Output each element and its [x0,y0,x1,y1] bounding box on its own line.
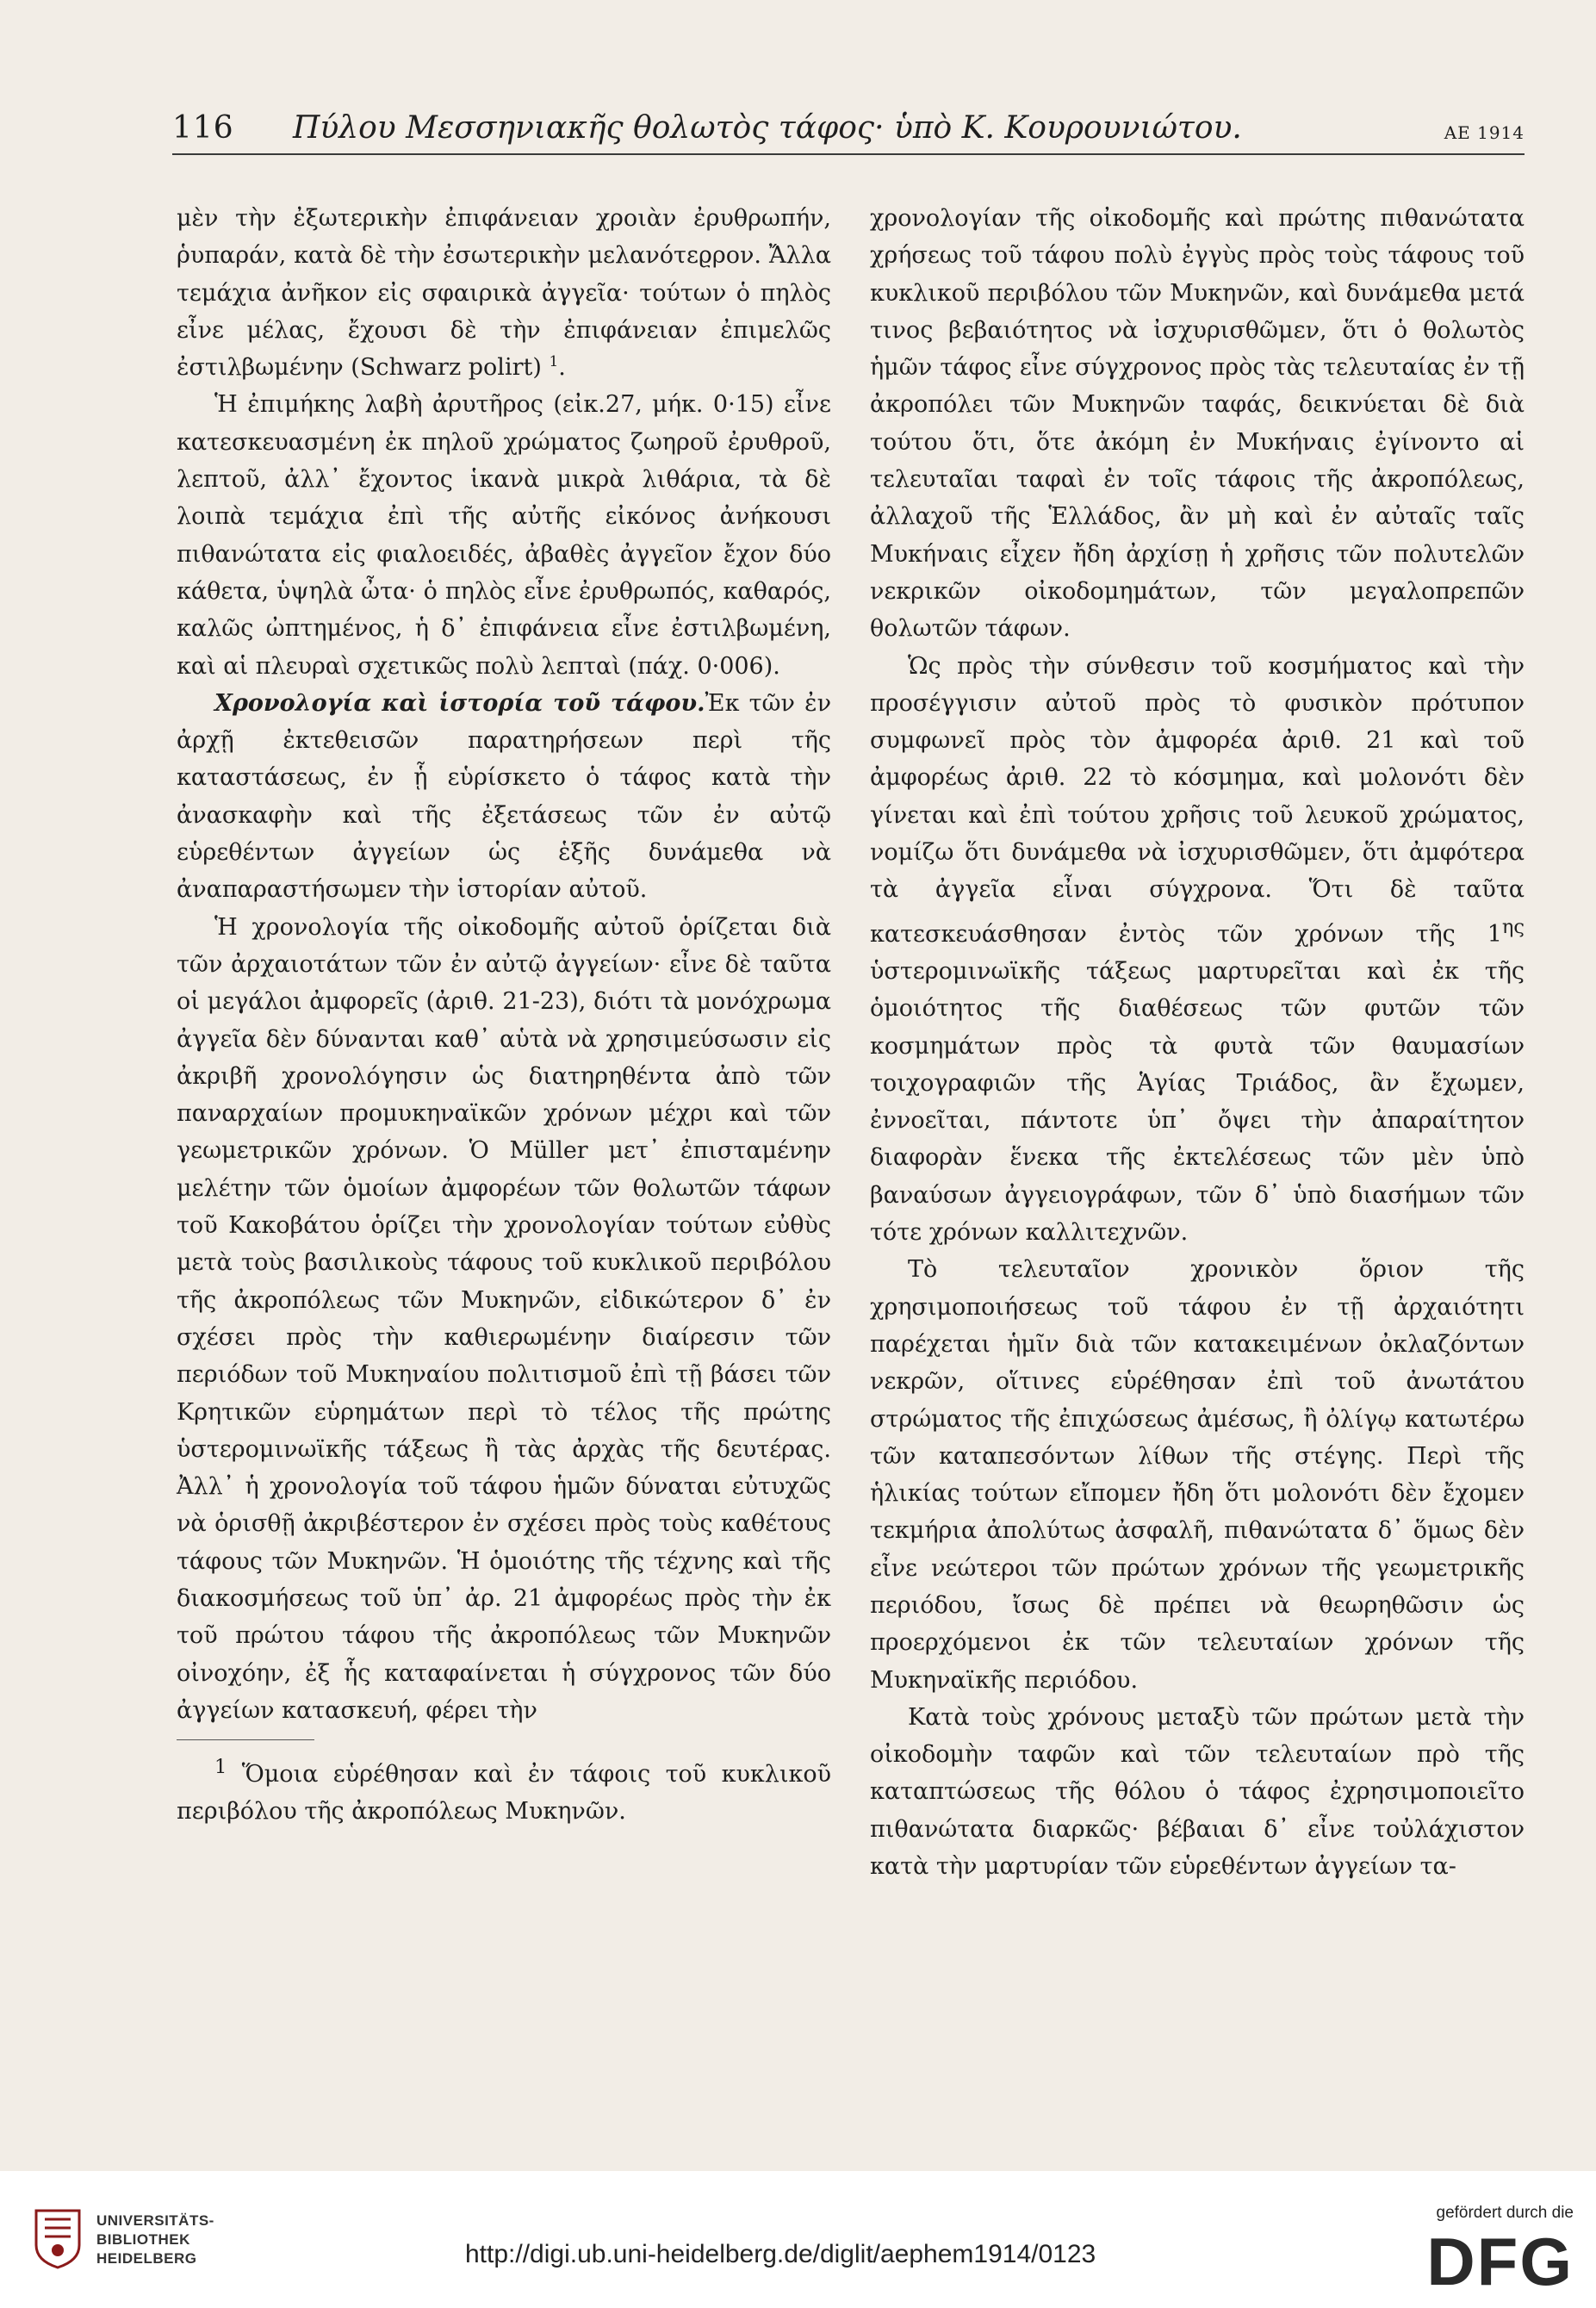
paragraph: χρονολογίαν τῆς οἰκοδομῆς καὶ πρώτης πιθανώτατα χρήσεως τοῦ τάφου πολὺ ἐγγὺς πρὸς τοὺς τάφους τοῦ κυκλικοῦ περιβόλου τῶν Μυκηνῶν, καὶ δυνάμεθα μετά τινος βεβαιότητος νὰ ἰσχυρισθῶμεν, ὅτι ὁ θολωτὸς ἡμῶν τάφος εἶνε σύγχρονος πρὸς τὰς τελευταίας ἐν τῇ ἀκροπόλει τῶν Μυκηνῶν ταφάς, δεικνύεται δὲ διὰ τούτου ὅτι, ὅτε ἀκόμη ἐν Μυκήναις ἐγίνοντο αἱ τελευταῖαι ταφαὶ ἐν τοῖς τάφοις τῆς ἀκροπόλεως, ἀλλαχοῦ τῆς Ἑλλάδος, ἂν μὴ καὶ ἐν αὐταῖς ταῖς Μυκήναις εἶχεν ἤδη ἀρχίσῃ ἡ χρῆσις τῶν πολυτελῶν νεκρικῶν οἰκοδομημάτων, τῶν μεγαλοπρεπῶν θολωτῶν τάφων. [870,205,1525,643]
journal-tag: ΑΕ 1914 [1444,122,1525,143]
paragraph [870,648,1525,1252]
library-logo [31,2200,238,2286]
library-name-line: HEIDELBERG [96,2250,197,2267]
paragraph: Τὸ τελευταῖον χρονικὸν ὅριον τῆς χρησιμοποιήσεως τοῦ τάφου ἐν τῇ ἀρχαιότητι παρέχεται ἡμῖν διὰ τῶν κατακειμένων ὀκλαζόντων νεκρῶν, οἵτινες εὑρέθησαν ἐπὶ τοῦ ἀνωτάτου στρώματος τῆς ἐπιχώσεως ἀμέσως, ἢ ὀλίγῳ κατωτέρω τῶν καταπεσόντων λίθων τῆς στέγης. Περὶ τῆς ἡλικίας τούτων εἴπομεν ἤδη ὅτι μολονότι δὲν ἔχομεν τεκμήρια ἀπολύτως ἀσφαλῆ, πιθανώτατα δ᾽ ὅμως δὲν εἶνε νεώτεροι τῶν πρώτων χρόνων τῆς γεωμετρικῆς περιόδου, ἴσως δὲ πρέπει νὰ θεωρηθῶσιν ὡς προερχόμενοι ἐκ τῶν τελευταίων χρόνων τῆς Μυκηναϊκῆς περιόδου. [870,1256,1525,1694]
section-heading: Χρονολογία καὶ ἱστορία τοῦ τάφου. [214,689,705,717]
running-title: Πύλου Μεσσηνιακῆς θολωτὸς τάφος· ὑπὸ Κ. Κουρουνιώτου. [293,110,1242,146]
paragraph-text: Ὡς πρὸς τὴν σύνθεσιν τοῦ κοσμήματος καὶ τὴν προσέγγισιν αὐτοῦ πρὸς τὸ φυσικὸν πρότυπον συμφωνεῖ πρὸς τὸν ἀμφορέα ἀριθ. 21 καὶ τοῦ ἀμφορέως ἀριθ. 22 τὸ κόσμημα, καὶ μολονότι δὲν γίνεται καὶ ἐπὶ τούτου χρῆσις τοῦ λευκοῦ χρώματος, νομίζω ὅτι δυνάμεθα νὰ ἰσχυρισθῶμεν, ὅτι ἀμφότερα τὰ ἀγγεῖα εἶναι σύγχρονα. Ὅτι δὲ ταῦτα κατεσκευάσθησαν ἐντὸς τῶν χρόνων τῆς 1 [870,652,1525,948]
header-rule [172,153,1525,155]
paragraph [177,685,831,909]
digitization-footer [0,2171,1596,2308]
ordinal-suffix: ης [1501,915,1525,938]
paragraph: Ἡ ἐπιμήκης λαβὴ ἀρυτῆρος (εἰκ.27, μήκ. 0·15) εἶνε κατεσκευασμένη ἐκ πηλοῦ χρώματος ζωηροῦ ἐρυθροῦ, λεπτοῦ, ἀλλ᾽ ἔχοντος ἱκανὰ μικρὰ λιθάρια, τὰ δὲ λοιπὰ τεμάχια ἐπὶ τῆς αὐτῆς εἰκόνος ἀνήκουσι πιθανώτατα εἰς φιαλοειδές, ἀβαθὲς ἀγγεῖον ἔχον δύο κάθετα, ὑψηλὰ ὦτα· ὁ πηλὸς εἶνε ἐρυθρωπός, καθαρός, καλῶς ὠπτημένος, ἡ δ᾽ ἐπιφάνεια εἶνε ἐστιλβωμένη, καὶ αἱ πλευραὶ σχετικῶς πολὺ λεπταὶ (πάχ. 0·006). [177,391,831,680]
funding-note: gefördert durch die [1436,2204,1574,2222]
page-header [172,110,1525,153]
library-name-line: BIBLIOTHEK [96,2231,190,2248]
paragraph-text: μὲν τὴν ἐξωτερικὴν ἐπιφάνειαν χροιὰν ἐρυθρωπήν, ῥυπαράν, κατὰ δὲ τὴν ἐσωτερικὴν μελανότεϱρον. Ἄλλα τεμάχια ἀνῆκον εἰς σφαιρικὰ ἀγγεῖα· τούτων ὁ πηλὸς εἶνε μέλας, ἔχουσι δὲ τὴν ἐπιφάνειαν ἐπιμελῶς ἐστιλβωμένην (Schwarz polirt) [177,205,831,382]
footnote-mark: 1 [214,1756,227,1779]
footnote-rule [177,1739,314,1740]
library-emblem-icon [31,2207,84,2269]
paragraph: Ἡ χρονολογία τῆς οἰκοδομῆς αὐτοῦ ὁρίζεται διὰ τῶν ἀρχαιοτάτων τῶν ἐν αὐτῷ ἀγγείων· εἶνε δὲ ταῦτα οἱ μεγάλοι ἀμφορεῖς (ἀριθ. 21-23), διότι τὰ μονόχρωμα ἀγγεῖα δὲν δύνανται καθ᾽ αὑτὰ νὰ χρησιμεύσωσιν εἰς ἀκριβῆ χρονολόγησιν ὡς διατηρηθέντα ἀπὸ τῶν παναρχαίων προμυκηναϊκῶν χρόνων μέχρι καὶ τῶν γεωμετρικῶν χρόνων. Ὁ Müller μετ᾽ ἐπισταμένην μελέτην τῶν ὁμοίων ἀμφορέων τῶν θολωτῶν τάφων τοῦ Κακοβάτου ὁρίζει τὴν χρονολογίαν τούτων εὐθὺς μετὰ τοὺς βασιλικοὺς τάφους τοῦ κυκλικοῦ περιβόλου τῆς ἀκροπόλεως τῶν Μυκηνῶν, εἰδικώτερον δ᾽ ἐν σχέσει πρὸς τὴν καθιερωμένην διαίρεσιν τῶν περιόδων τοῦ Μυκηναίου πολιτισμοῦ ἐπὶ τῇ βάσει τῶν Κρητικῶν εὑρημάτων περὶ τὸ τέλος τῆς πρώτης ὑστερομινωϊκῆς τάξεως ἢ τὰς ἀρχὰς τῆς δευτέρας. Ἀλλ᾽ ἡ χρονολογία τοῦ τάφου ἡμῶν δύναται εὐτυχῶς νὰ ὁρισθῇ ἀκριβέστερον ἐν σχέσει πρὸς τοὺς καθέτους τάφους τῶν Μυκηνῶν. Ἡ ὁμοιότης τῆς τέχνης καὶ τῆς διακοσμήσεως τοῦ ὑπ᾽ ἀρ. 21 ἀμφορέως πρὸς τὴν ἐκ τοῦ πρώτου τάφου τῆς ἀκροπόλεως τῶν Μυκηνῶν οἰνοχόην, ἐξ ἧς καταφαίνεται ἡ σύγχρονος τῶν δύο ἀγγείων κατασκευή, φέρει τὴν [177,913,831,1724]
library-name-line: UNIVERSITÄTS- [96,2212,214,2229]
footnote-reference: 1 [549,353,559,371]
right-column [870,200,1525,1885]
left-column [177,200,831,1831]
paragraph-text: Ἐκ τῶν ἐν ἀρχῇ ἐκτεθεισῶν παρατηρήσεων περὶ τῆς καταστάσεως, ἐν ᾗ εὑρίσκετο ὁ τάφος κατὰ τὴν ἀνασκαφὴν καὶ τῆς ἐξετάσεως τῶν ἐν αὐτῷ εὑρεθέντων ἀγγείων ὡς ἑξῆς δυνάμεθα νὰ ἀναπαραστήσωμεν τὴν ἱστορίαν αὐτοῦ. [177,689,831,904]
dfg-logo: DFG [1426,2224,1574,2299]
page-number: 116 [172,110,234,146]
source-url-link[interactable]: http://digi.ub.uni-heidelberg.de/diglit/aephem1914/0123 [465,2240,1096,2268]
paragraph-text: ὑστερομινωϊκῆς τάξεως μαρτυρεῖται καὶ ἐκ τῆς ὁμοιότητος τῆς διαθέσεως τῶν φυτῶν τῶν κοσμημάτων πρὸς τὰ φυτὰ τῶν θαυμασίων τοιχογραφιῶν τῆς Ἁγίας Τριάδος, ἂν ἔχωμεν, ἐννοεῖται, πάντοτε ὑπ᾽ ὄψει τὴν ἀπαραίτητον διαφορὰν ἕνεκα τῆς ἐκτελέσεως τῶν μὲν ὑπὸ βαναύσων ἀγγειογράφων, τῶν δ᾽ ὑπὸ διασήμων τῶν τότε χρόνων καλλιτεχνῶν. [870,957,1525,1247]
paragraph [177,200,831,386]
footnote-text: Ὅμοια εὑρέθησαν καὶ ἐν τάφοις τοῦ κυκλικοῦ περιβόλου τῆς ἀκροπόλεως Μυκηνῶν. [177,1761,831,1826]
paragraph-text: . [558,354,566,382]
paragraph: Κατὰ τοὺς χρόνους μεταξὺ τῶν πρώτων μετὰ τὴν οἰκοδομὴν ταφῶν καὶ τῶν τελευταίων πρὸ τῆς καταπτώσεως τῆς θόλου ὁ τάφος ἐχρησιμοποιεῖτο πιθανώτατα διαρκῶς· βέβαιαι δ᾽ εἶνε τοὐλάχιστον κατὰ τὴν μαρτυρίαν τῶν εὑρεθέντων ἀγγείων τα- [870,1703,1525,1881]
footnote [177,1749,831,1831]
